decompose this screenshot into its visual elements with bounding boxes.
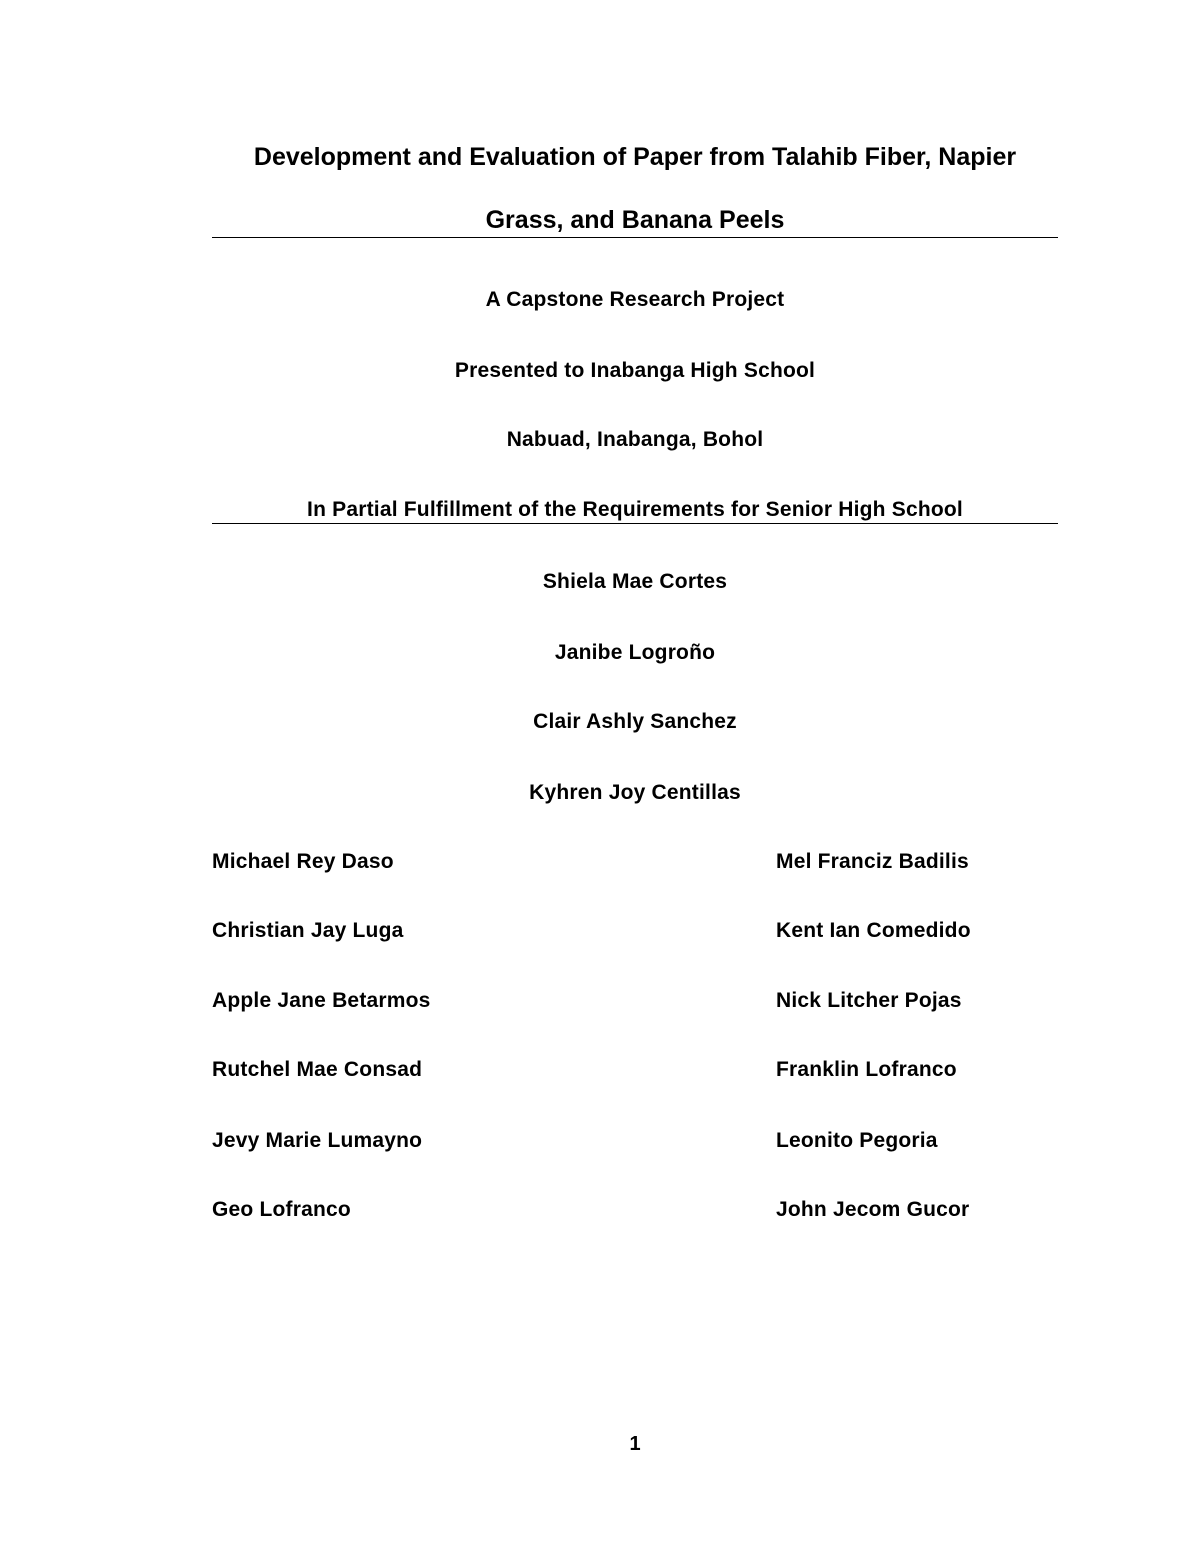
lead-author: Clair Ashly Sanchez bbox=[533, 710, 737, 733]
author-left-column: Apple Jane Betarmos bbox=[212, 989, 431, 1012]
title-underline-rule bbox=[212, 237, 1058, 238]
subtitle: A Capstone Research Project bbox=[485, 288, 785, 311]
author-left-column: Jevy Marie Lumayno bbox=[212, 1129, 423, 1152]
title-line-1: Development and Evaluation of Paper from Talahib Fiber, Napier bbox=[253, 143, 1017, 171]
author-right-column: Leonito Pegoria bbox=[776, 1129, 938, 1152]
lead-author: Kyhren Joy Centillas bbox=[529, 781, 741, 804]
presented-to: Presented to Inabanga High School bbox=[454, 359, 816, 382]
lead-author: Janibe Logroño bbox=[554, 641, 716, 664]
author-left-column: Michael Rey Daso bbox=[212, 850, 394, 873]
author-right-column: Kent Ian Comedido bbox=[776, 919, 971, 942]
author-left-column: Christian Jay Luga bbox=[212, 919, 404, 942]
author-right-column: Franklin Lofranco bbox=[776, 1058, 957, 1081]
page-number: 1 bbox=[629, 1433, 641, 1455]
school-location: Nabuad, Inabanga, Bohol bbox=[506, 428, 764, 451]
author-right-column: John Jecom Gucor bbox=[776, 1198, 970, 1221]
lead-author: Shiela Mae Cortes bbox=[542, 570, 728, 593]
title-line-2: Grass, and Banana Peels bbox=[485, 206, 785, 234]
fulfillment-statement: In Partial Fulfillment of the Requirements for Senior High School bbox=[307, 498, 963, 521]
author-left-column: Rutchel Mae Consad bbox=[212, 1058, 423, 1081]
author-left-column: Geo Lofranco bbox=[212, 1198, 351, 1221]
fulfillment-underline-rule bbox=[212, 523, 1058, 524]
author-right-column: Nick Litcher Pojas bbox=[776, 989, 962, 1012]
author-right-column: Mel Franciz Badilis bbox=[776, 850, 969, 873]
